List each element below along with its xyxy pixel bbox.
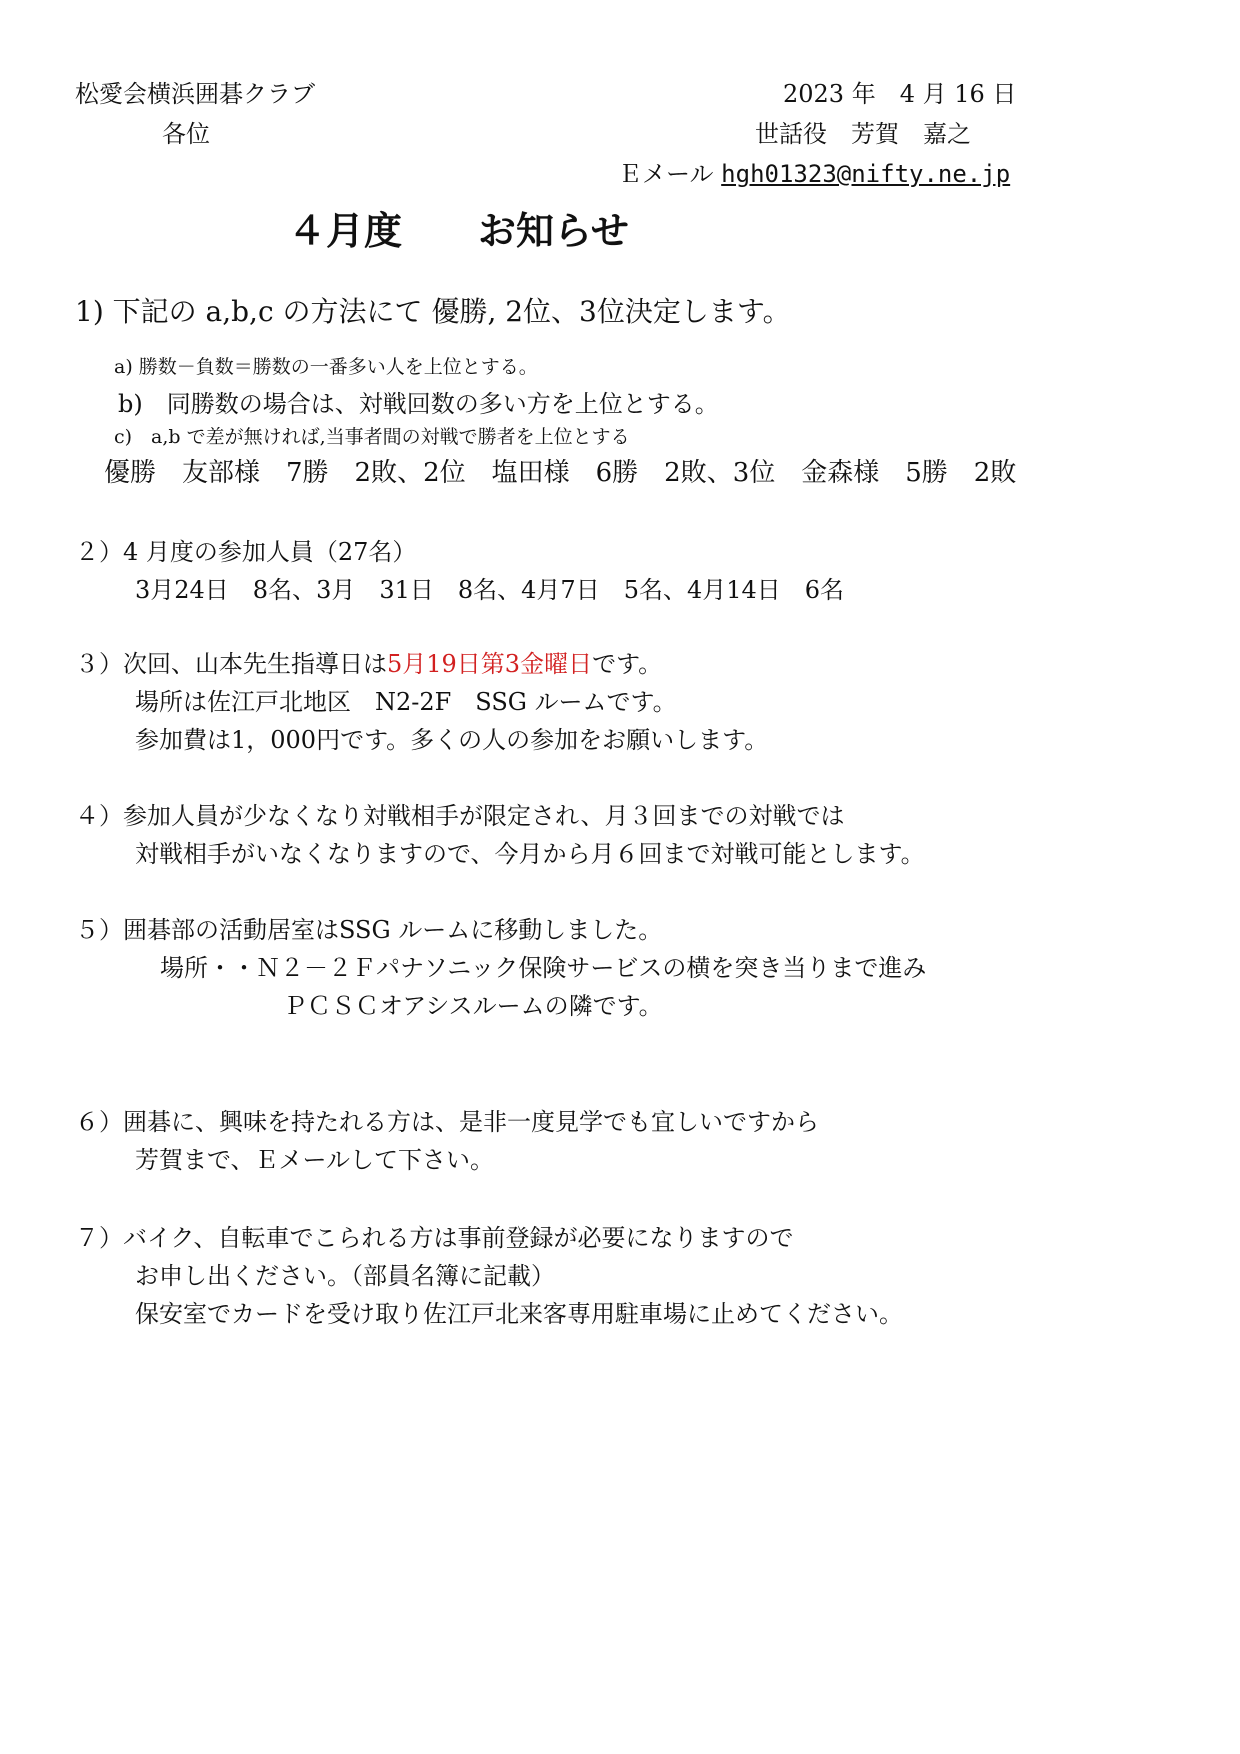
section7-line1: ７）バイク、自転車でこられる方は事前登録が必要になりますので	[75, 1224, 794, 1252]
section5-line2: 場所・・Ｎ２－２Ｆパナソニック保険サービスの横を突き当りまで進み	[160, 954, 927, 982]
section3-line1-suffix: です。	[592, 650, 663, 678]
section5-line1: ５）囲碁部の活動居室はSSG ルームに移動しました。	[75, 916, 663, 944]
section4-line2: 対戦相手がいなくなりますので、今月から月６回まで対戦可能とします。	[135, 840, 925, 868]
page-title: ４月度 お知らせ	[288, 208, 629, 253]
document-date: 2023 年 4 月 16 日	[783, 80, 1017, 108]
section6-line2: 芳賀まで、Ｅメールして下さい。	[135, 1146, 495, 1174]
rule-a: a) 勝数－負数＝勝数の一番多い人を上位とする。	[114, 356, 538, 378]
section3-line2: 場所は佐江戸北地区 N2-2F SSG ルームです。	[135, 688, 677, 716]
section2-heading: ２）4 月度の参加人員（27名）	[75, 538, 417, 566]
section3-line3: 参加費は1，000円です。多くの人の参加をお願いします。	[135, 726, 769, 754]
winners-line: 優勝 友部様 7勝 2敗、2位 塩田様 6勝 2敗、3位 金森様 5勝 2敗	[104, 458, 1017, 488]
organization-name: 松愛会横浜囲碁クラブ	[75, 80, 315, 108]
addressee: 各位	[162, 120, 210, 148]
section4-line1: ４）参加人員が少なくなり対戦相手が限定され、月３回までの対戦では	[75, 802, 845, 830]
section3-line1	[75, 652, 662, 676]
rule-b: b) 同勝数の場合は、対戦回数の多い方を上位とする。	[118, 390, 719, 418]
rule-c: c) a,b で差が無ければ,当事者間の対戦で勝者を上位とする	[114, 426, 630, 448]
section7-line3: 保安室でカードを受け取り佐江戸北来客専用駐車場に止めてください。	[135, 1300, 903, 1328]
email-label: Ｅメール	[618, 160, 714, 188]
email-line	[618, 162, 1010, 186]
section3-line1-prefix: ３）次回、山本先生指導日は	[75, 650, 387, 678]
section1-heading: 1) 下記の a,b,c の方法にて 優勝, 2位、3位決定します。	[75, 295, 791, 328]
section7-line2: お申し出ください。（部員名簿に記載）	[135, 1262, 555, 1290]
section6-line1: ６）囲碁に、興味を持たれる方は、是非一度見学でも宜しいですから	[75, 1108, 819, 1136]
section5-line3: ＰＣＳＣオアシスルームの隣です。	[283, 992, 663, 1020]
next-session-date: 5月19日第3金曜日	[387, 650, 593, 678]
section2-detail: 3月24日 8名、3月 31日 8名、4月7日 5名、4月14日 6名	[135, 576, 845, 604]
sender-name: 世話役 芳賀 嘉之	[755, 120, 971, 148]
email-link[interactable]: hgh01323@nifty.ne.jp	[721, 160, 1011, 188]
